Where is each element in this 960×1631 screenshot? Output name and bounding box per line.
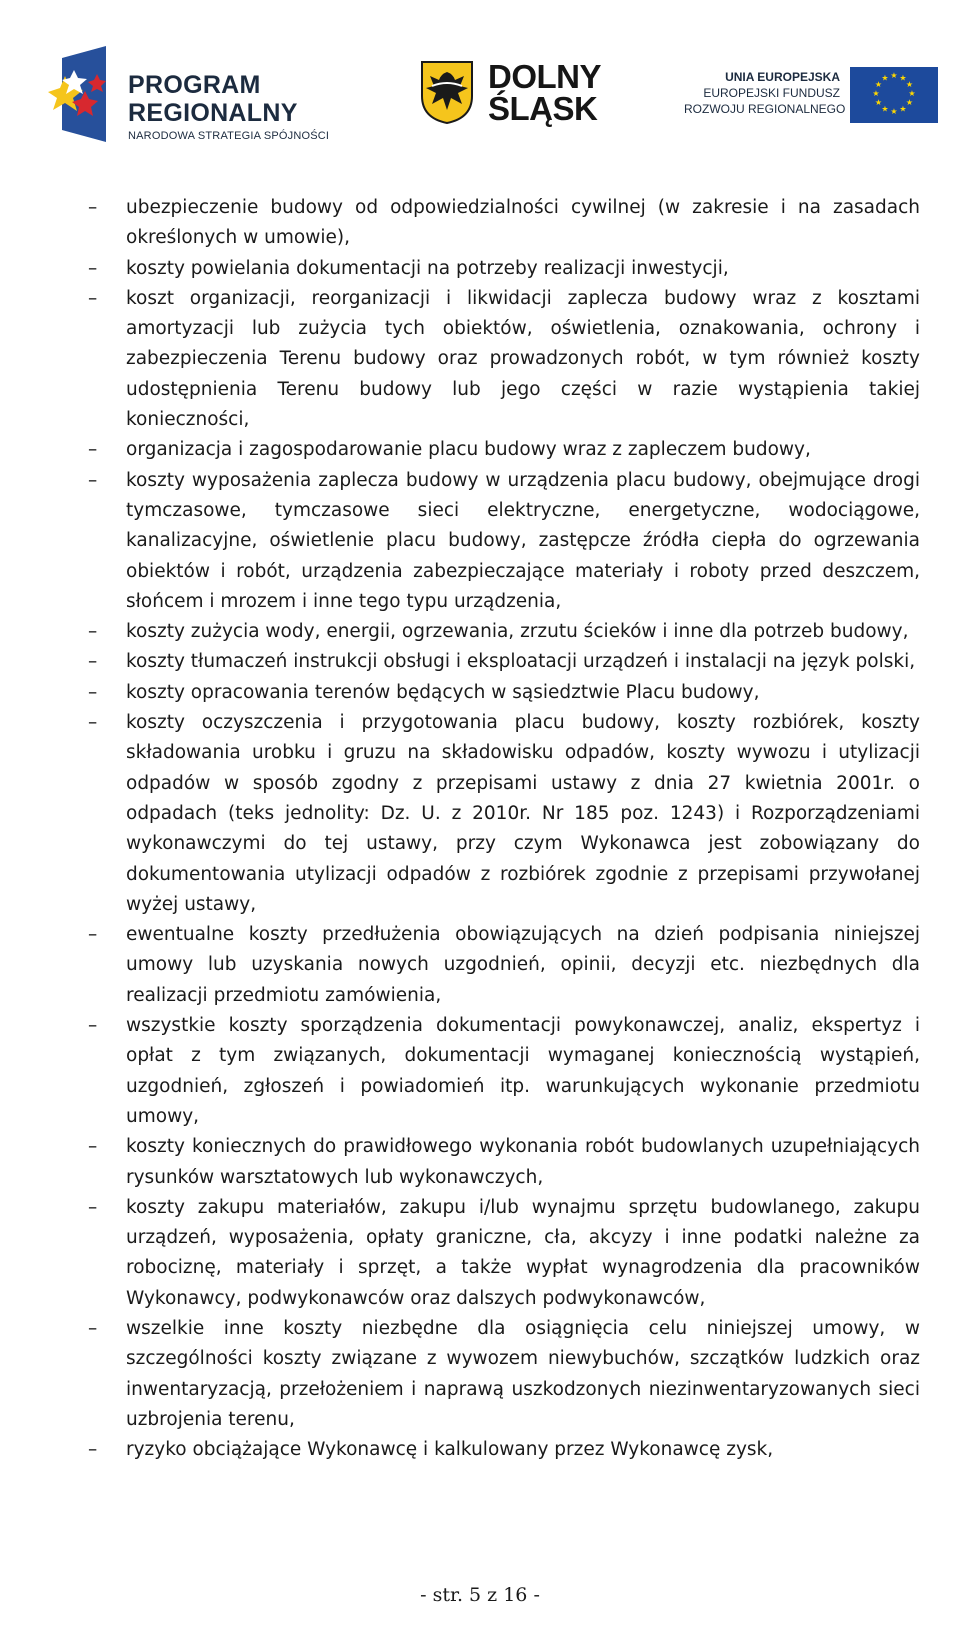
list-dash: –	[88, 712, 98, 734]
svg-text:★: ★	[874, 80, 883, 89]
svg-text:★: ★	[908, 89, 916, 98]
list-item-text: koszty opracowania terenów będących w sąsiedztwie Placu budowy,	[126, 681, 760, 703]
list-item-text: koszty koniecznych do prawidłowego wykonania robót budowlanych uzupełniających rysunków warsztatowych lub wykonawczych,	[126, 1136, 920, 1188]
dolny-slask-logo	[420, 60, 620, 130]
eu-flag-icon	[850, 67, 938, 123]
list-dash: –	[88, 439, 98, 461]
list-item	[88, 920, 920, 1011]
list-dash: –	[88, 1136, 98, 1158]
eu-logo-line1: UNIA EUROPEJSKA	[725, 70, 840, 84]
list-item	[88, 284, 920, 435]
dolny-slask-line2: ŚLĄSK	[488, 90, 598, 127]
list-dash: –	[88, 197, 98, 218]
list-dash: –	[88, 924, 98, 946]
list-item	[88, 1011, 920, 1132]
unia-europejska-logo	[684, 65, 938, 125]
svg-text:★: ★	[874, 98, 883, 107]
list-item	[88, 678, 920, 708]
list-item	[88, 1193, 920, 1314]
svg-text:★: ★	[881, 104, 889, 114]
svg-text:★: ★	[899, 73, 907, 83]
svg-text:★: ★	[890, 71, 898, 80]
list-item	[88, 617, 920, 647]
dolny-slask-line1: DOLNY	[488, 58, 601, 95]
program-logo-line2: REGIONALNY	[128, 99, 298, 127]
eu-logo-line3: ROZWOJU REGIONALNEGO	[684, 102, 846, 116]
program-logo-line3: NARODOWA STRATEGIA SPÓJNOŚCI	[128, 130, 330, 142]
list-dash: –	[88, 681, 98, 703]
list-dash: –	[88, 257, 98, 279]
list-dash: –	[88, 469, 98, 491]
list-dash: –	[88, 287, 98, 309]
list-dash: –	[88, 1015, 98, 1037]
page-number: - str. 5 z 16 -	[420, 1584, 540, 1606]
list-item	[88, 708, 920, 920]
list-item-text: wszelkie inne koszty niezbędne dla osiągnięcia celu niniejszej umowy, w szczególności koszty związane z wywozem niewybuchów, szczątków ludzkich oraz inwentaryzacją, przełożeniem i naprawą uszkodzonych niezinwentaryzowanych sieci uzbrojenia terenu,	[126, 1317, 920, 1430]
eu-logo-line2: EUROPEJSKI FUNDUSZ	[703, 86, 840, 100]
svg-text:★: ★	[890, 107, 898, 116]
list-item-text: koszty powielania dokumentacji na potrzeby realizacji inwestycji,	[126, 257, 729, 279]
svg-text:★: ★	[899, 104, 907, 114]
list-item-text: koszt organizacji, reorganizacji i likwidacji zaplecza budowy wraz z kosztami amortyzacji lub zużycia tych obiektów, oświetlenia, oznakowania, ochrony i zabezpieczenia Terenu budowy oraz prowadzonych robót, w tym również koszty udostępnienia Terenu budowy lub jego części w razie wystąpienia takiej konieczności,	[126, 287, 920, 431]
list-item-text: wszystkie koszty sporządzenia dokumentacji powykonawczej, analiz, ekspertyz i opłat z tym związanych, dokumentacji wymaganej koniecznością wystąpień, uzgodnień, zgłoszeń i powiadomień itp. warunkujących wykonanie przedmiotu umowy,	[126, 1015, 920, 1127]
list-item-text: koszty wyposażenia zaplecza budowy w urządzenia placu budowy, obejmujące drogi tymczasowe, tymczasowe sieci elektryczne, energetyczne, wodociągowe, kanalizacyjne, oświetlenie placu budowy, zastępcze źródła ciepła do ogrzewania obiektów i robót, urządzenia zabezpieczające materiały i roboty przed deszczem, słońcem i mrozem i inne tego typu urządzenia,	[126, 469, 920, 612]
list-item-text: ewentualne koszty przedłużenia obowiązujących na dzień podpisania niniejszej umowy lub uzyskania nowych uzgodnień, opinii, decyzji etc. niezbędnych dla realizacji przedmiotu zamówienia,	[126, 924, 920, 1006]
list-item	[88, 1314, 920, 1435]
list-item	[88, 193, 920, 254]
dolny-slask-coat-of-arms-icon	[420, 60, 474, 124]
svg-text:★: ★	[881, 73, 889, 83]
program-regionalny-emblem-icon	[48, 46, 120, 142]
list-item-text: koszty zużycia wody, energii, ogrzewania, zrzutu ścieków i inne dla potrzeb budowy,	[126, 621, 909, 643]
list-item-text: ubezpieczenie budowy od odpowiedzialności cywilnej (w zakresie i na zasadach określonych w umowie),	[126, 197, 920, 249]
list-dash: –	[88, 651, 98, 673]
cost-list	[88, 193, 920, 1465]
list-item	[88, 466, 920, 617]
list-item-text: koszty tłumaczeń instrukcji obsługi i eksploatacji urządzeń i instalacji na język polski,	[126, 651, 916, 673]
list-item-text: koszty oczyszczenia i przygotowania placu budowy, koszty rozbiórek, koszty składowania urobku i gruzu na składowisku odpadów, koszty wywozu i utylizacji odpadów w sposób zgodny z przepisami ustawy z dnia 27 kwietnia 2001r. o odpadach (teks jednolity: Dz. U. z 2010r. Nr 185 poz. 1243) i Rozporządzeniami wykonawczymi do tej ustawy, przy czym Wykonawca jest zobowiązany do dokumentowania utylizacji odpadów z rozbiórek zgodnie z przepisami przywołanej wyżej ustawy,	[126, 712, 920, 915]
svg-text:★: ★	[905, 80, 914, 89]
list-item-text: ryzyko obciążające Wykonawcę i kalkulowany przez Wykonawcę zysk,	[126, 1439, 774, 1461]
page-header	[48, 40, 938, 150]
list-dash: –	[88, 621, 98, 643]
svg-text:★: ★	[905, 98, 914, 107]
list-item-text: organizacja i zagospodarowanie placu budowy wraz z zapleczem budowy,	[126, 439, 811, 461]
svg-text:★: ★	[872, 89, 880, 98]
program-logo-line1: PROGRAM	[128, 71, 261, 99]
list-item	[88, 1132, 920, 1193]
list-item	[88, 1435, 920, 1465]
program-regionalny-logo	[48, 46, 348, 142]
list-dash: –	[88, 1317, 98, 1339]
list-item	[88, 254, 920, 284]
document-body	[88, 193, 920, 1465]
list-item	[88, 435, 920, 465]
list-item	[88, 647, 920, 677]
list-dash: –	[88, 1439, 98, 1461]
list-dash: –	[88, 1196, 98, 1218]
list-item-text: koszty zakupu materiałów, zakupu i/lub wynajmu sprzętu budowlanego, zakupu urządzeń, wyposażenia, opłaty graniczne, cła, akcyzy i inne podatki należne za robociznę, materiały i sprzęt, a także wypłat wynagrodzenia dla pracowników Wykonawcy, podwykonawców oraz dalszych podwykonawców,	[126, 1196, 920, 1309]
